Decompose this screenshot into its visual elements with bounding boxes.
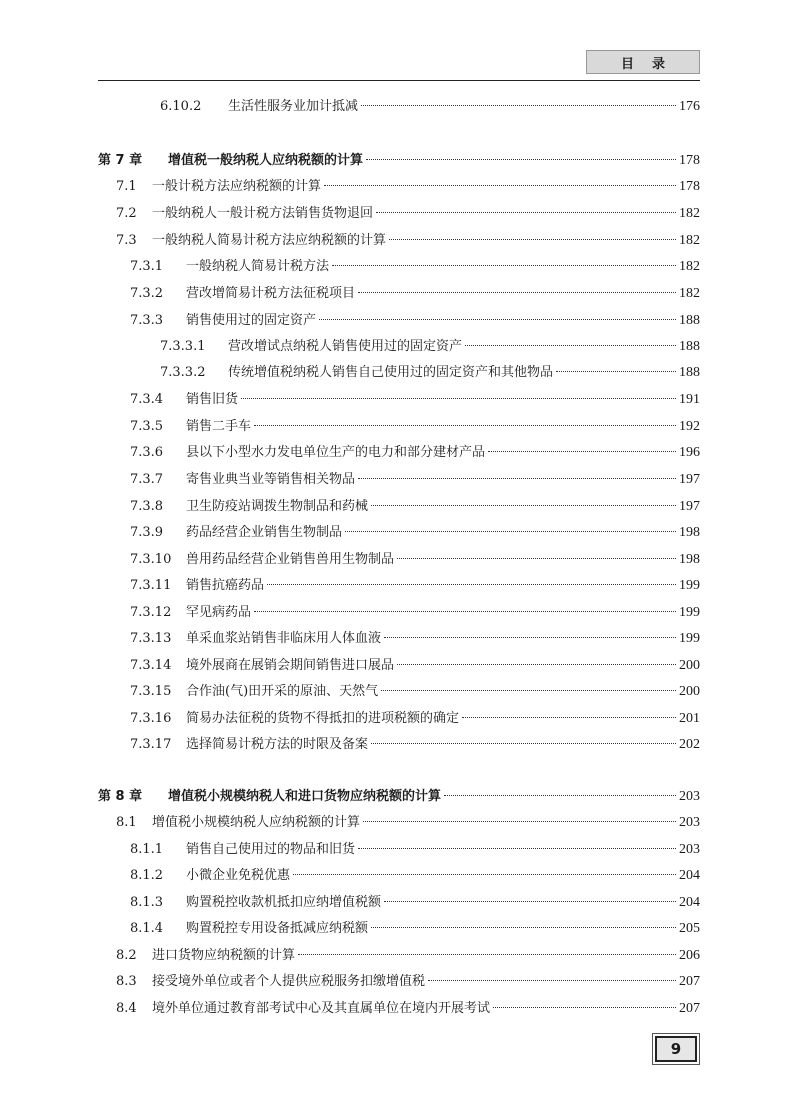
dot-leader [371,743,676,744]
toc-entry-page: 199 [679,605,700,620]
toc-entry-page: 191 [679,392,700,407]
toc-entry-title: 小微企业免税优惠 [186,868,291,883]
toc-entry-page: 182 [679,233,700,248]
toc-entry-title: 寄售业典当业等销售相关物品 [186,472,356,487]
toc-entry[interactable] [160,362,700,384]
header-rule [98,80,700,81]
toc-entry-number: 7.3.8 [130,499,164,514]
toc-entry-number: 7.3.3.1 [160,339,206,354]
toc-entry-title: 接受境外单位或者个人提供应税服务扣缴增值税 [152,974,426,989]
toc-entry-page: 188 [679,313,700,328]
toc-entry-page: 176 [679,99,700,114]
toc-entry-page: 197 [679,499,700,514]
toc-entry-number: 7.3.16 [130,711,172,726]
toc-entry-page: 207 [679,1001,700,1016]
toc-entry-title: 一般纳税人简易计税方法 [186,259,330,274]
toc-entry-page: 204 [679,895,700,910]
toc-entry-page: 200 [679,684,700,699]
toc-entry-page: 199 [679,631,700,646]
toc-entry-number: 7.3.1 [130,259,164,274]
toc-entry[interactable] [160,96,700,118]
dot-leader [366,159,676,160]
toc-entry[interactable] [116,203,700,225]
toc-entry-page: 203 [679,842,700,857]
toc-entry[interactable] [116,998,700,1020]
toc-entry-page: 199 [679,578,700,593]
toc-entry-number: 8.1.2 [130,868,164,883]
toc-entry-title: 增值税小规模纳税人和进口货物应纳税额的计算 [168,789,442,804]
toc-entry[interactable] [116,230,700,252]
toc-entry[interactable] [130,522,700,544]
dot-leader [397,558,676,559]
toc-entry-title: 境外展商在展销会期间销售进口展品 [186,658,395,673]
toc-entry-page: 202 [679,737,700,752]
dot-leader [556,371,676,372]
toc-entry-title: 销售旧货 [186,392,239,407]
toc-chapter-entry[interactable] [98,150,700,172]
toc-entry-page: 196 [679,445,700,460]
toc-entry-page: 203 [679,815,700,830]
toc-entry-page: 207 [679,974,700,989]
toc-entry[interactable] [130,283,700,305]
toc-entry-page: 201 [679,711,700,726]
section-tab: 目录 [586,50,700,74]
toc-entry-title: 营改增试点纳税人销售使用过的固定资产 [228,339,463,354]
toc-entry-number: 7.3.5 [130,419,164,434]
toc-entry-number: 7.3.11 [130,578,172,593]
toc-entry[interactable] [130,734,700,756]
toc-chapter-entry[interactable] [98,786,700,808]
toc-entry-title: 一般纳税人简易计税方法应纳税额的计算 [152,233,387,248]
toc-entry-number: 7.3.17 [130,737,172,752]
toc-entry[interactable] [116,945,700,967]
toc-entry[interactable] [130,681,700,703]
dot-leader [361,105,676,106]
toc-entry-number: 7.3.7 [130,472,164,487]
toc-entry-number: 6.10.2 [160,99,202,114]
dot-leader [488,451,676,452]
toc-entry-page: 197 [679,472,700,487]
dot-leader [381,690,676,691]
dot-leader [293,874,676,875]
toc-entry-title: 卫生防疫站调拨生物制品和药械 [186,499,369,514]
toc-entry-title: 兽用药品经营企业销售兽用生物制品 [186,552,395,567]
toc-entry-title: 合作油(气)田开采的原油、天然气 [186,684,379,699]
toc-entry-title: 销售使用过的固定资产 [186,313,317,328]
toc-entry-page: 178 [679,179,700,194]
toc-entry-number: 7.3 [116,233,137,248]
toc-entry-number: 8.4 [116,1001,137,1016]
toc-entry-title: 购置税控收款机抵扣应纳增值税额 [186,895,382,910]
toc-entry-title: 增值税一般纳税人应纳税额的计算 [168,153,364,168]
toc-entry-page: 206 [679,948,700,963]
dot-leader [371,927,676,928]
dot-leader [384,637,676,638]
toc-entry-number: 8.1.1 [130,842,164,857]
dot-leader [371,505,676,506]
toc-entry[interactable] [116,971,700,993]
toc-entry-number: 7.3.15 [130,684,172,699]
toc-entry[interactable] [130,628,700,650]
dot-leader [241,398,676,399]
dot-leader [493,1007,676,1008]
dot-leader [345,531,676,532]
toc-entry-number: 7.3.13 [130,631,172,646]
toc-entry-page: 188 [679,339,700,354]
toc-entry-page: 203 [679,789,700,804]
toc-entry-title: 一般纳税人一般计税方法销售货物退回 [152,206,374,221]
toc-entry-title: 选择简易计税方法的时限及备案 [186,737,369,752]
toc-entry-page: 182 [679,259,700,274]
toc-entry-page: 192 [679,419,700,434]
dot-leader [332,265,676,266]
dot-leader [254,611,676,612]
toc-entry-title: 销售自己使用过的物品和旧货 [186,842,356,857]
toc-entry-title: 境外单位通过教育部考试中心及其直属单位在境内开展考试 [152,1001,491,1016]
toc-entry[interactable] [130,416,700,438]
dot-leader [319,319,676,320]
dot-leader [389,239,676,240]
toc-entry[interactable] [130,655,700,677]
dot-leader [384,901,676,902]
toc-entry-page: 188 [679,365,700,380]
toc-entry[interactable] [160,336,700,358]
dot-leader [298,954,676,955]
dot-leader [324,185,676,186]
dot-leader [465,345,676,346]
dot-leader [267,584,676,585]
toc-entry-number: 8.2 [116,948,137,963]
toc-entry-number: 7.3.3.2 [160,365,206,380]
toc-entry-number: 7.3.10 [130,552,172,567]
toc-entry-number: 8.1.4 [130,921,164,936]
toc-entry[interactable] [116,176,700,198]
toc-entry-number: 7.3.4 [130,392,164,407]
toc-entry-title: 进口货物应纳税额的计算 [152,948,296,963]
toc-entry[interactable] [130,310,700,332]
toc-entry-title: 罕见病药品 [186,605,252,620]
toc-entry-title: 药品经营企业销售生物制品 [186,525,343,540]
toc-entry-page: 182 [679,286,700,301]
toc-entry-title: 购置税控专用设备抵减应纳税额 [186,921,369,936]
toc-entry-page: 200 [679,658,700,673]
toc-entry[interactable] [130,469,700,491]
toc-entry-number: 8.1.3 [130,895,164,910]
toc-entry-title: 增值税小规模纳税人应纳税额的计算 [152,815,361,830]
toc-entry[interactable] [116,812,700,834]
toc-entry-number: 8.3 [116,974,137,989]
dot-leader [397,664,676,665]
toc-entry-number: 7.3.14 [130,658,172,673]
toc-entry-number: 7.3.6 [130,445,164,460]
toc-entry[interactable] [130,708,700,730]
toc-entry-title: 单采血浆站销售非临床用人体血液 [186,631,382,646]
toc-entry-page: 182 [679,206,700,221]
toc-entry-title: 传统增值税纳税人销售自己使用过的固定资产和其他物品 [228,365,554,380]
toc-entry-number: 7.3.12 [130,605,172,620]
toc-entry[interactable] [130,389,700,411]
toc-entry-title: 县以下小型水力发电单位生产的电力和部分建材产品 [186,445,486,460]
toc-entry-number: 7.3.3 [130,313,164,328]
toc-entry-page: 205 [679,921,700,936]
toc-entry-page: 204 [679,868,700,883]
toc-entry-number: 第 8 章 [98,789,143,804]
toc-entry[interactable] [130,839,700,861]
dot-leader [462,717,676,718]
toc-entry-number: 7.3.9 [130,525,164,540]
dot-leader [428,980,676,981]
toc-entry-title: 营改增简易计税方法征税项目 [186,286,356,301]
toc-entry-number: 7.3.2 [130,286,164,301]
toc-entry[interactable] [130,602,700,624]
toc-entry-number: 第 7 章 [98,153,143,168]
toc-entry-page: 198 [679,552,700,567]
toc-entry[interactable] [130,549,700,571]
toc-entry[interactable] [130,575,700,597]
toc-entry-number: 7.2 [116,206,137,221]
dot-leader [444,795,676,796]
dot-leader [358,292,676,293]
toc-entry[interactable] [130,918,700,940]
toc-entry-title: 销售抗癌药品 [186,578,265,593]
toc-entry[interactable] [130,442,700,464]
toc-entry[interactable] [130,256,700,278]
page-number: 9 [655,1036,697,1062]
dot-leader [363,821,676,822]
toc-entry-number: 7.1 [116,179,137,194]
dot-leader [254,425,676,426]
toc-entry-number: 8.1 [116,815,137,830]
toc-entry-page: 178 [679,153,700,168]
toc-entry[interactable] [130,865,700,887]
toc-entry[interactable] [130,892,700,914]
toc-entry[interactable] [130,496,700,518]
toc-entry-title: 简易办法征税的货物不得抵扣的进项税额的确定 [186,711,460,726]
toc-entry-title: 生活性服务业加计抵减 [228,99,359,114]
dot-leader [358,478,676,479]
dot-leader [358,848,676,849]
toc-entry-page: 198 [679,525,700,540]
dot-leader [376,212,676,213]
toc-entry-title: 一般计税方法应纳税额的计算 [152,179,322,194]
toc-entry-title: 销售二手车 [186,419,252,434]
